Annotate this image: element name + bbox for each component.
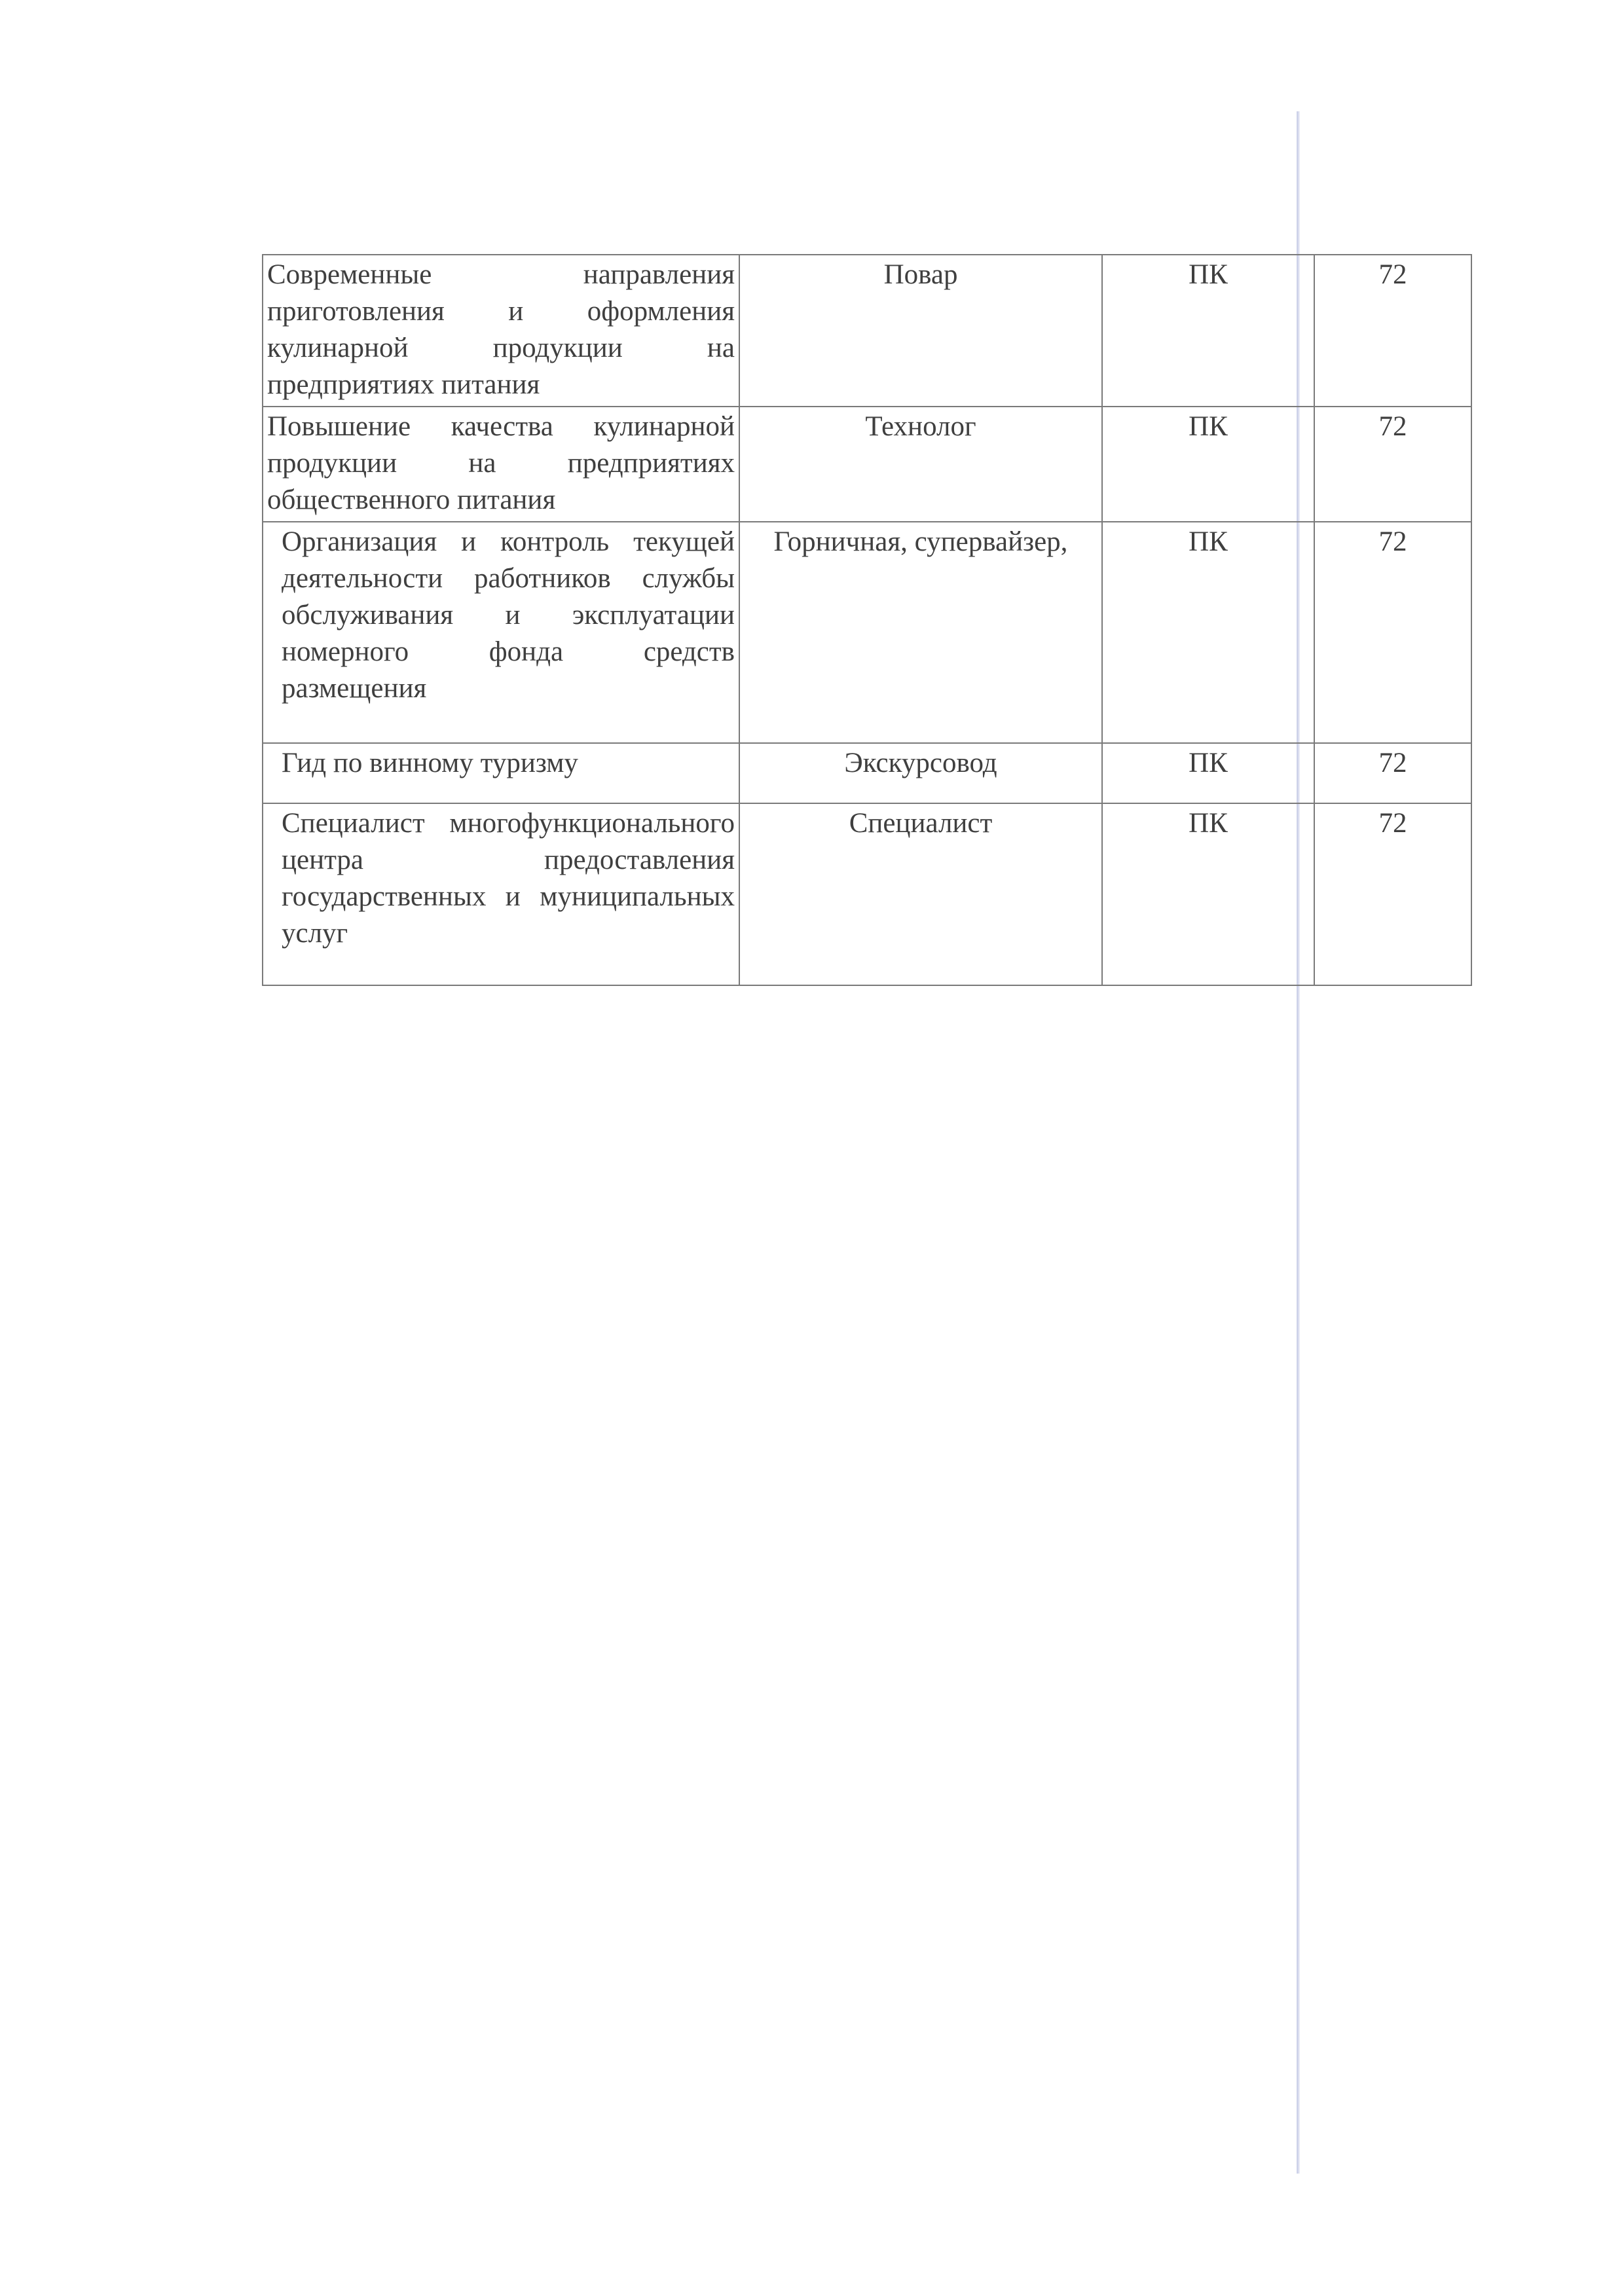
profession-cell: Горничная, супервайзер, xyxy=(739,522,1102,743)
hours-cell: 72 xyxy=(1314,803,1471,985)
program-type-cell: ПК xyxy=(1102,522,1314,743)
program-type-cell: ПК xyxy=(1102,743,1314,803)
table-row xyxy=(263,803,1471,985)
course-name-cell: Гид по винному туризму xyxy=(263,743,739,803)
profession-cell: Технолог xyxy=(739,407,1102,522)
profession-cell: Специалист xyxy=(739,803,1102,985)
program-type-cell: ПК xyxy=(1102,803,1314,985)
course-name-cell: Повышение качества кулинарной продукции на предприятиях общественного питания xyxy=(263,407,739,522)
hours-cell: 72 xyxy=(1314,255,1471,407)
course-name-cell: Специалист многофункционального центра предоставления государственных и муниципальных услуг xyxy=(263,803,739,985)
hours-cell: 72 xyxy=(1314,407,1471,522)
profession-cell: Повар xyxy=(739,255,1102,407)
hours-cell: 72 xyxy=(1314,522,1471,743)
table-row xyxy=(263,743,1471,803)
course-name-cell: Организация и контроль текущей деятельности работников службы обслуживания и эксплуатации номерного фонда средств размещения xyxy=(263,522,739,743)
course-name-cell: Современные направления приготовления и оформления кулинарной продукции на предприятиях питания xyxy=(263,255,739,407)
hours-cell: 72 xyxy=(1314,743,1471,803)
program-type-cell: ПК xyxy=(1102,255,1314,407)
table-row xyxy=(263,522,1471,743)
program-type-cell: ПК xyxy=(1102,407,1314,522)
courses-table xyxy=(262,254,1472,986)
profession-cell: Экскурсовод xyxy=(739,743,1102,803)
table-row xyxy=(263,255,1471,407)
table-row xyxy=(263,407,1471,522)
